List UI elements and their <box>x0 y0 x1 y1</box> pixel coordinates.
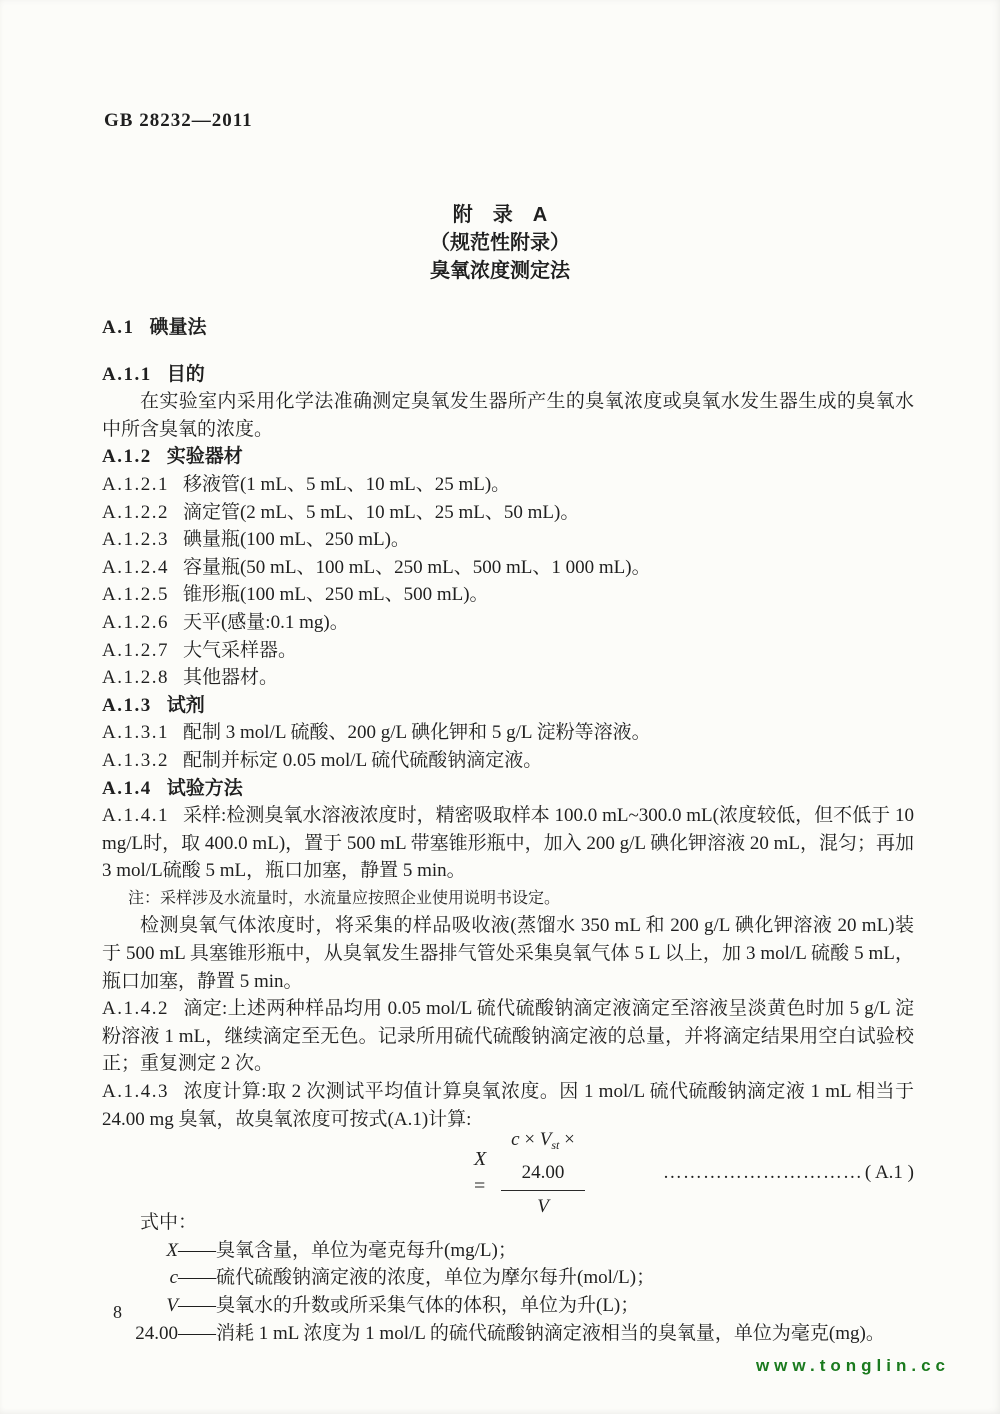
appendix-title-block <box>0 201 1000 285</box>
clause-number: A.1.2.4 <box>102 556 169 578</box>
clause-item <box>102 637 914 665</box>
note-line <box>128 885 914 913</box>
paragraph <box>102 912 914 995</box>
clause-text: 滴定:上述两种样品均用 0.05 mol/L 硫代硫酸钠滴定液滴定至溶液呈淡黄色时加 5 g/L 淀粉溶液 1 mL，继续滴定至无色。记录所用硫代硫酸钠滴定液的总量，并将滴定结果用空白试验校正；重复测定 2 次。 <box>102 998 914 1075</box>
page-number: 8 <box>113 1302 122 1322</box>
clause-text: 配制 3 mol/L 硫酸、200 g/L 碘化钾和 5 g/L 淀粉等溶液。 <box>182 722 651 744</box>
clause-item <box>102 526 914 554</box>
clause-item <box>102 747 914 775</box>
clause-number: A.1.2 <box>102 446 152 468</box>
clause-paragraph <box>102 995 914 1078</box>
clause-item <box>102 719 914 747</box>
symbol-description: ——硫代硫酸钠滴定液的浓度，单位为摩尔每升(mol/L)； <box>178 1267 656 1289</box>
standard-number-header: GB 28232—2011 <box>104 110 253 131</box>
clause-number: A.1 <box>102 317 135 338</box>
appendix-method-title: 臭氧浓度测定法 <box>430 260 570 282</box>
clause-title: 实验器材 <box>166 446 243 468</box>
symbol-description: ——臭氧水的升数或所采集气体的体积，单位为升(L)； <box>178 1295 640 1316</box>
clause-heading <box>102 443 914 471</box>
clause-title: 试剂 <box>166 694 205 716</box>
clause-text: 滴定管(2 mL、5 mL、10 mL、25 mL、50 mL)。 <box>182 501 580 523</box>
equation-lhs: X = <box>474 1147 487 1198</box>
clause-number: A.1.1 <box>102 363 152 385</box>
symbol: V <box>166 1295 178 1316</box>
clause-number: A.1.3.2 <box>102 749 169 771</box>
symbol: c <box>169 1267 178 1289</box>
appendix-title: 附 录 A <box>452 204 548 226</box>
clause-item <box>102 609 914 637</box>
clause-paragraph <box>102 802 914 885</box>
appendix-subtitle: （规范性附录） <box>430 232 570 254</box>
clause-number: A.1.2.1 <box>102 473 169 495</box>
symbol-description: ——臭氧含量，单位为毫克每升(mg/L)； <box>178 1239 517 1261</box>
symbol-definition <box>102 1264 914 1292</box>
clause-number: A.1.2.3 <box>102 529 169 551</box>
clause-number: A.1.2.6 <box>102 611 169 633</box>
clause-heading <box>102 314 914 342</box>
symbol-definition <box>102 1237 914 1265</box>
clause-item <box>102 664 914 692</box>
symbol-definition <box>102 1320 914 1348</box>
clause-heading <box>102 775 914 803</box>
equation-a1 <box>102 1128 914 1218</box>
clauses-container <box>102 314 914 1133</box>
clause-number: A.1.2.2 <box>102 501 169 523</box>
equation-fraction <box>501 1126 585 1221</box>
clause-text: 采样:检测臭氧水溶液浓度时，精密吸取样本 100.0 mL~300.0 mL(浓度较低，但不低于 10 mg/L时，取 400.0 mL)，置于 500 mL 带塞锥形瓶中，加入 200 g/L 碘化钾溶液 20 mL，混匀；再加 3 mol/L硫酸 5 mL，瓶口加塞，静置 5 min。 <box>102 805 914 882</box>
clause-number: A.1.3.1 <box>102 722 169 744</box>
symbol-description: ——消耗 1 mL 浓度为 1 mol/L 的硫代硫酸钠滴定液相当的臭氧量，单位为毫克(mg)。 <box>178 1322 885 1344</box>
clause-title: 碘量法 <box>149 317 207 338</box>
where-intro: 式中： <box>140 1212 198 1234</box>
clause-item <box>102 499 914 527</box>
clause-text: 锥形瓶(100 mL、250 mL、500 mL)。 <box>182 584 489 606</box>
clause-text: 其他器材。 <box>182 667 278 689</box>
equation-numerator: $c \times V_{st} \times 24.00$ <box>501 1126 585 1191</box>
clause-title: 试验方法 <box>166 777 243 799</box>
symbol: 24.00 <box>135 1322 178 1344</box>
where-defs <box>102 1237 914 1347</box>
equation-denominator: V <box>537 1196 549 1218</box>
clause-number: A.1.2.5 <box>102 584 169 606</box>
clause-number: A.1.4.3 <box>102 1081 169 1103</box>
document-body <box>102 314 914 1347</box>
clause-number: A.1.4.1 <box>102 805 169 827</box>
clause-number: A.1.2.7 <box>102 639 169 661</box>
clause-item <box>102 471 914 499</box>
clause-text: 碘量瓶(100 mL、250 mL)。 <box>182 529 410 551</box>
paragraph-text: 检测臭氧气体浓度时，将采集的样品吸收液(蒸馏水 350 mL 和 200 g/L 碘化钾溶液 20 mL)装于 500 mL 具塞锥形瓶中，从臭氧发生器排气管处采集臭氧气体 5 L 以上，加 3 mol/L 硫酸 5 mL，瓶口加塞，静置 5 min。 <box>102 915 914 992</box>
clause-number: A.1.4 <box>102 777 152 799</box>
clause-heading <box>102 692 914 720</box>
where-block <box>102 1209 914 1347</box>
clause-number: A.1.3 <box>102 694 152 716</box>
clause-title: 目的 <box>166 363 205 385</box>
clause-heading <box>102 361 914 389</box>
clause-text: 浓度计算:取 2 次测试平均值计算臭氧浓度。因 1 mol/L 硫代硫酸钠滴定液 1 mL 相当于 24.00 mg 臭氧，故臭氧浓度可按式(A.1)计算: <box>102 1081 914 1130</box>
symbol-definition <box>102 1292 914 1320</box>
equation-label: ( A.1 ) <box>864 1162 914 1184</box>
clause-text: 大气采样器。 <box>182 639 297 661</box>
watermark-url: www.tonglin.cc <box>755 1356 950 1375</box>
paragraph-text: 在实验室内采用化学法准确测定臭氧发生器所产生的臭氧浓度或臭氧水发生器生成的臭氧水中所含臭氧的浓度。 <box>102 391 914 440</box>
paragraph <box>102 388 914 443</box>
clause-text: 配制并标定 0.05 mol/L 硫代硫酸钠滴定液。 <box>182 749 543 771</box>
equation-dot-leader: ………………………… <box>662 1162 863 1184</box>
clause-item <box>102 554 914 582</box>
clause-text: 天平(感量:0.1 mg)。 <box>182 611 349 633</box>
clause-number: A.1.2.8 <box>102 667 169 689</box>
clause-item <box>102 581 914 609</box>
clause-text: 容量瓶(50 mL、100 mL、250 mL、500 mL、1 000 mL)。 <box>182 556 651 578</box>
clause-number: A.1.4.2 <box>102 998 169 1020</box>
clause-text: 移液管(1 mL、5 mL、10 mL、25 mL)。 <box>182 473 511 495</box>
note-text: 注：采样涉及水流量时，水流量应按照企业使用说明书设定。 <box>128 889 561 907</box>
symbol: X <box>166 1239 178 1261</box>
